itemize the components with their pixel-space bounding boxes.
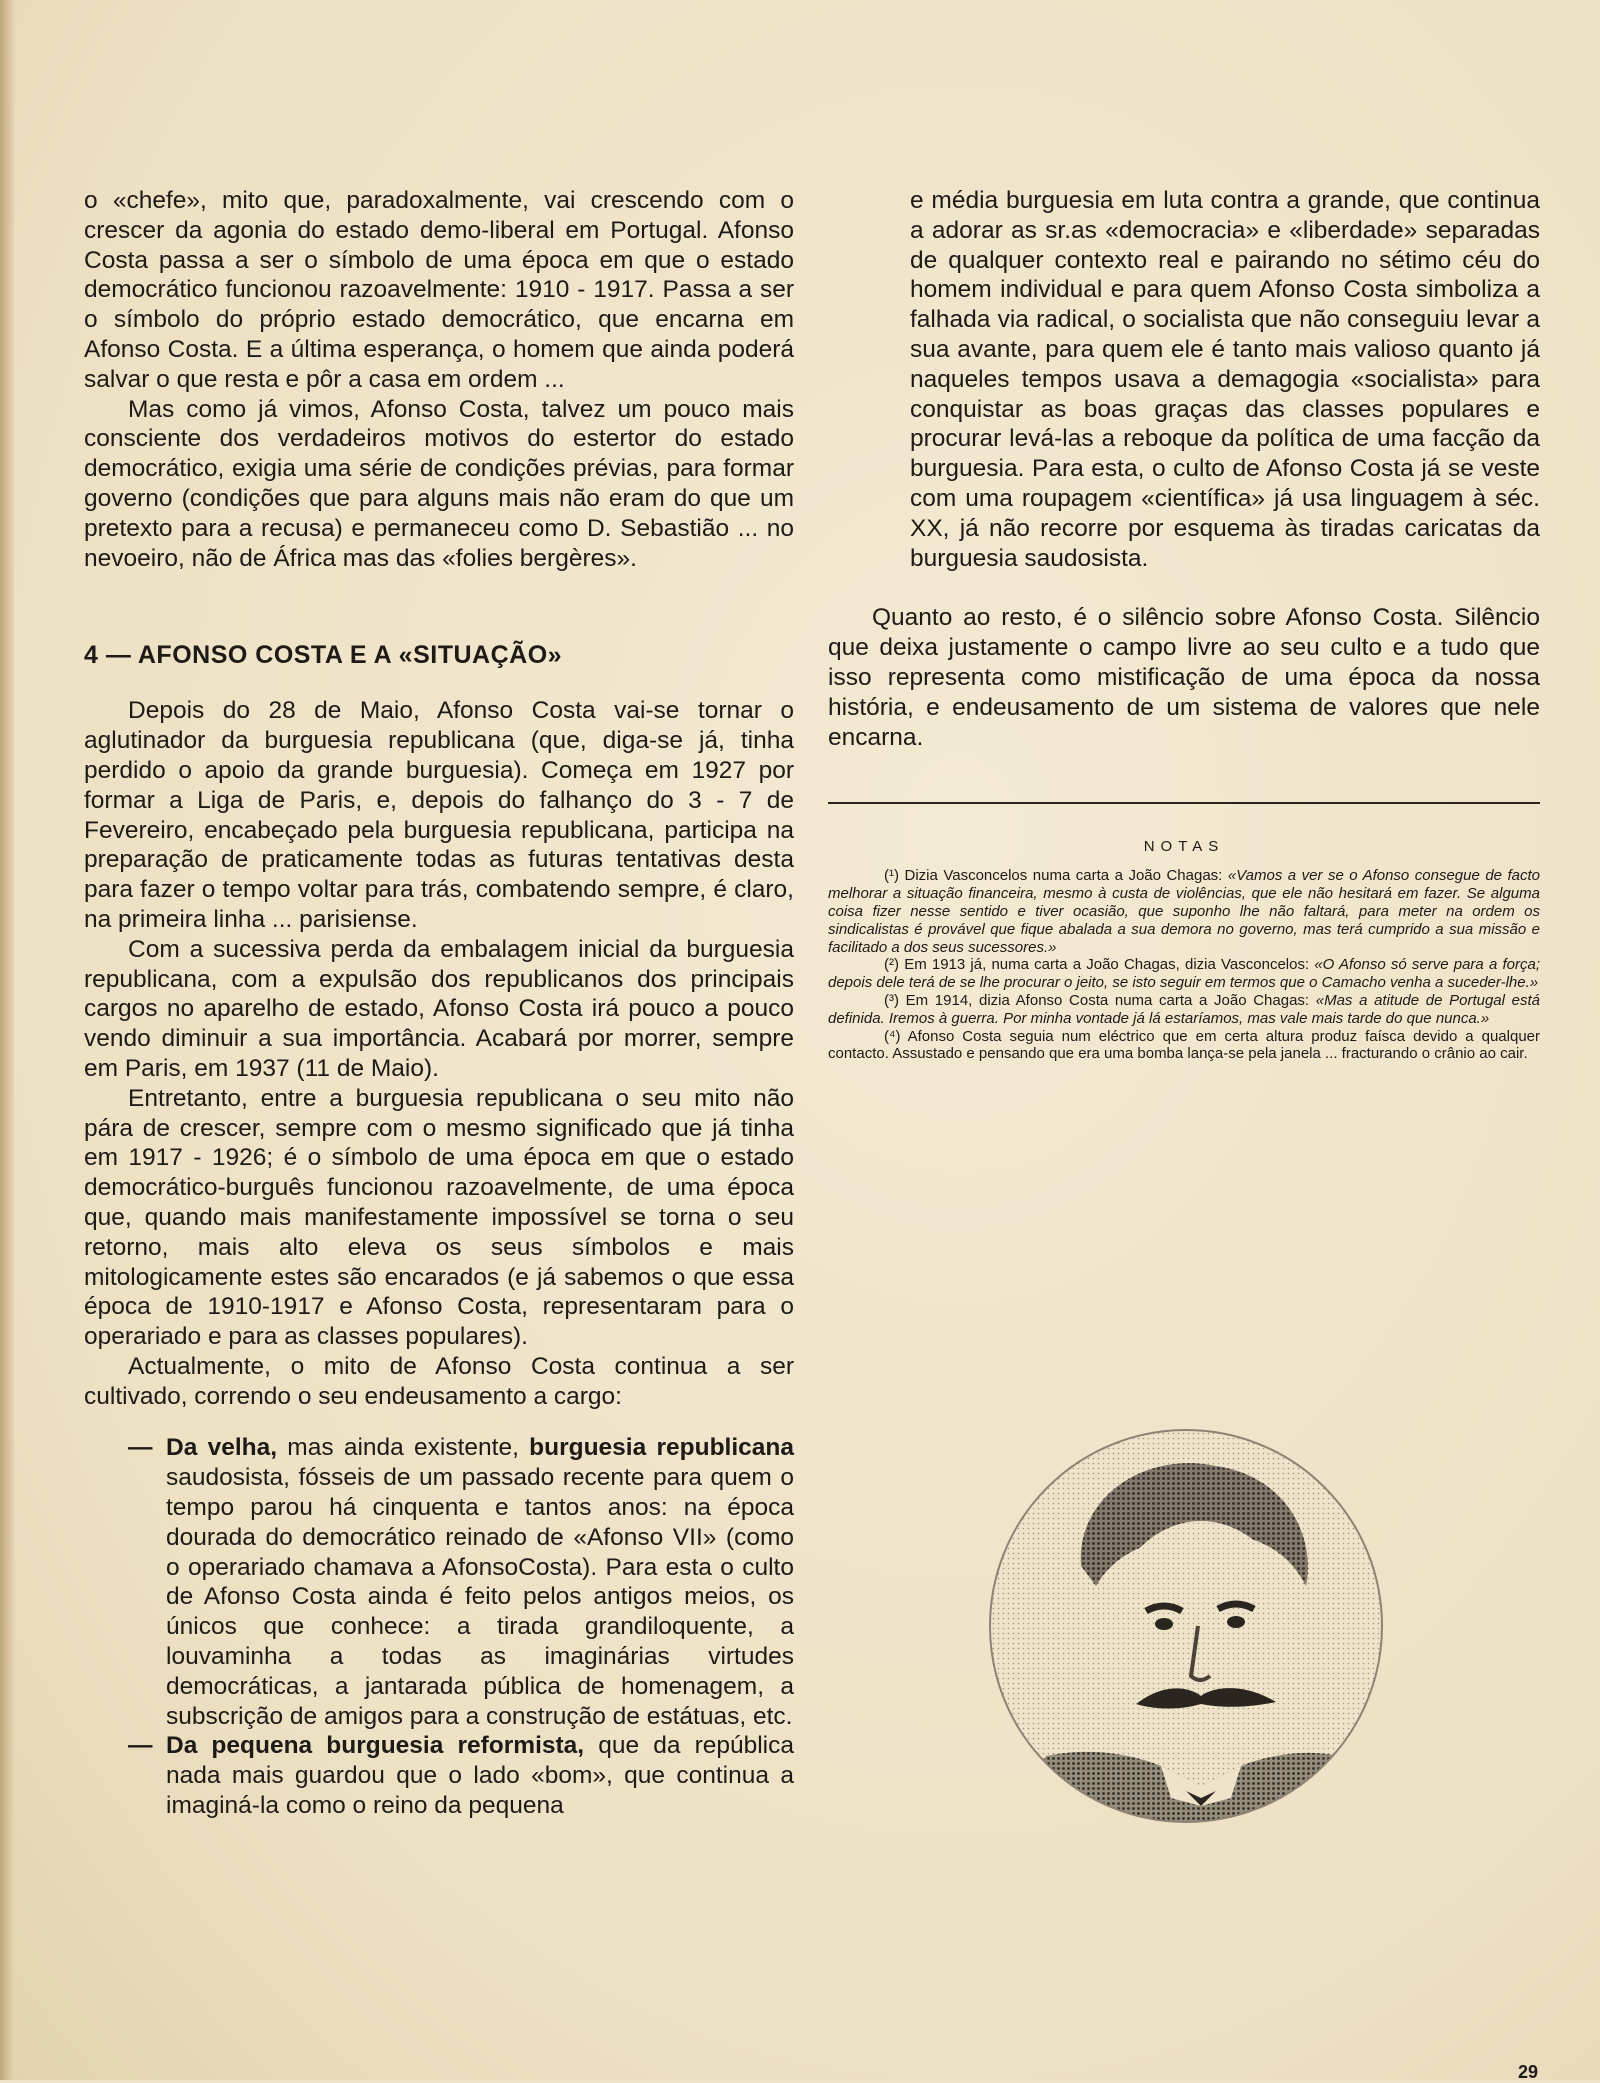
paragraph: Com a sucessiva perda da embalagem inicial da burguesia republicana, com a expulsão dos republicanos dos principais cargos no aparelho de estado, Afonso Costa irá pouco a pouco vendo diminuir a sua importância. Acabará por morrer, sempre em Paris, em 1937 (11 de Maio).: [84, 935, 794, 1082]
list-text: mas ainda existente,: [277, 1434, 530, 1462]
note-lead: Dizia Vasconcelos numa carta a João Chagas:: [904, 867, 1223, 885]
notes-title: NOTAS: [1143, 838, 1225, 856]
note-marker: (²): [884, 956, 899, 974]
paragraph: e média burguesia em luta contra a grande, que continua a adorar as sr.as «democracia» e «liberdade» separadas de qualquer contexto real e pairando no sétimo céu do homem individual e para quem Afonso Costa simboliza a falhada via radical, o socialista que não conseguiu levar a sua avante, para quem ele é tanto mais valioso quanto já naqueles tempos usava a demagogia «socialista» para conquistar as boas graças das classes populares e procurar levá-las a reboque da política de uma facção da burguesia. Para esta, o culto de Afonso Costa já se veste com uma roupagem «científica» já usa linguagem à séc. XX, já não recorre por esquema às tiradas caricatas da burguesia saudosista.: [910, 187, 1540, 572]
note: [828, 956, 1540, 992]
list-text: saudosista, fósseis de um passado recente para quem o tempo parou há cinquenta e tantos anos: na época dourada do democrático reinado de «Afonso VII» (como o operariado chamava a AfonsoCosta). Para esta o culto de Afonso Costa ainda é feito pelos antigos meios, os únicos que conhece: a tirada grandiloquente, a louvaminha a todas as imaginárias virtudes democráticas, a jantarada pública de homenagem, a subscrição de amigos para a construção de estátuas, etc.: [166, 1464, 794, 1730]
list-dash: —: [128, 1732, 153, 1760]
paragraph: o «chefe», mito que, paradoxalmente, vai crescendo com o crescer da agonia do estado demo-liberal em Portugal. Afonso Costa passa a ser o símbolo de uma época em que o estado democrático funcionou razoavelmente: 1910 - 1917. Passa a ser o símbolo do próprio estado democrático, que encarna em Afonso Costa. E a última esperança, o homem que ainda poderá salvar o que resta e pôr a casa em ordem ...: [84, 187, 794, 393]
section-heading: 4 — AFONSO COSTA E A «SITUAÇÃO»: [84, 641, 563, 670]
note-marker: (⁴): [884, 1027, 901, 1045]
note-marker: (³): [884, 991, 899, 1009]
bold-phrase: Da pequena burguesia reformista,: [166, 1732, 585, 1760]
note: [828, 992, 1540, 1028]
right-column: [828, 186, 1540, 1063]
paragraph: Depois do 28 de Maio, Afonso Costa vai-se tornar o aglutinador da burguesia republicana (que, diga-se já, tinha perdido o apoio da grande burguesia). Começa em 1927 por formar a Liga de Paris, e, depois do falhanço do 3 - 7 de Fevereiro, encabeçado pela burguesia republicana, participa na preparação de praticamente todas as futuras tentativas desta para fazer o tempo voltar para trás, combatendo sempre, é claro, na primeira linha ... parisiense.: [84, 697, 794, 933]
left-column: [84, 186, 794, 1821]
bold-phrase: burguesia republicana: [529, 1434, 794, 1462]
page-number: 29: [1518, 2062, 1539, 2082]
note-quote: «Mas a atitude de Portugal está definida. Iremos à guerra. Por minha vontade já lá estaríamos, mas vale mais tarde do que nunca.»: [828, 991, 1540, 1027]
list-item: [84, 1433, 794, 1731]
note-lead: Afonso Costa seguia num eléctrico que em certa altura produz faísca devido a qualquer contacto. Assustado e pensando que era uma bomba lança-se pela janela ... fracturando o crânio ao cair.: [828, 1027, 1540, 1063]
list-text: que da república nada mais guardou que o lado «bom», que continua a imaginá-la como o reino da pequena: [166, 1732, 794, 1820]
bold-phrase: Da velha,: [166, 1434, 278, 1462]
note-marker: (¹): [884, 867, 899, 885]
paragraph: Quanto ao resto, é o silêncio sobre Afonso Costa. Silêncio que deixa justamente o campo livre ao seu culto e a tudo que isso representa como mistificação de uma época da nossa história, e endeusamento de um sistema de valores que nele encarna.: [828, 604, 1540, 751]
paragraph: Entretanto, entre a burguesia republicana o seu mito não pára de crescer, sempre com o mesmo significado que já tinha em 1917 - 1926; é o símbolo de uma época em que o estado democrático-burguês funcionou razoavelmente, de uma época que, quando mais manifestamente impossível se torna o seu retorno, mais alto eleva os seus símbolos e mais mitologicamente estes são encarados (e já sabemos o que essa época de 1910-1917 e Afonso Costa, representaram para o operariado e para as classes populares).: [84, 1084, 794, 1351]
note: [828, 1028, 1540, 1064]
note-quote: «Vamos a ver se o Afonso consegue de facto melhorar a situação financeira, mesmo à custa de violências, que ele não hesitará em fazer. Se alguma coisa fizer nesse sentido e tiver ocasião, que suponho lhe não faltará, para meter na ordem os sindicalistas é provável que fique abalada a sua demora no governo, mas terá cumprido a sua missão e facilitado a dos seus sucessores.»: [828, 867, 1541, 956]
list-dash: —: [128, 1434, 153, 1462]
note-quote: «O Afonso só serve para a força; depois dele terá de se lhe procurar o jeito, se isto seguir em termos que o Camacho venha a suceder-lhe.»: [828, 956, 1540, 992]
binding-edge: [0, 0, 14, 2080]
paragraph: Mas como já vimos, Afonso Costa, talvez um pouco mais consciente dos verdadeiros motivos do estertor do estado democrático, exigia uma série de condições prévias, para formar governo (condições que para alguns mais não eram do que um pretexto para a recusa) e permaneceu como D. Sebastião ... no nevoeiro, não de África mas das «folies bergères».: [84, 395, 794, 572]
portrait-photo: [986, 1426, 1386, 1826]
note-lead: Em 1914, dizia Afonso Costa numa carta a João Chagas:: [905, 991, 1310, 1009]
note-lead: Em 1913 já, numa carta a João Chagas, dizia Vasconcelos:: [904, 956, 1310, 974]
paragraph: Actualmente, o mito de Afonso Costa continua a ser cultivado, correndo o seu endeusamento a cargo:: [84, 1352, 794, 1410]
list-item: [84, 1731, 794, 1820]
note: [828, 867, 1540, 956]
